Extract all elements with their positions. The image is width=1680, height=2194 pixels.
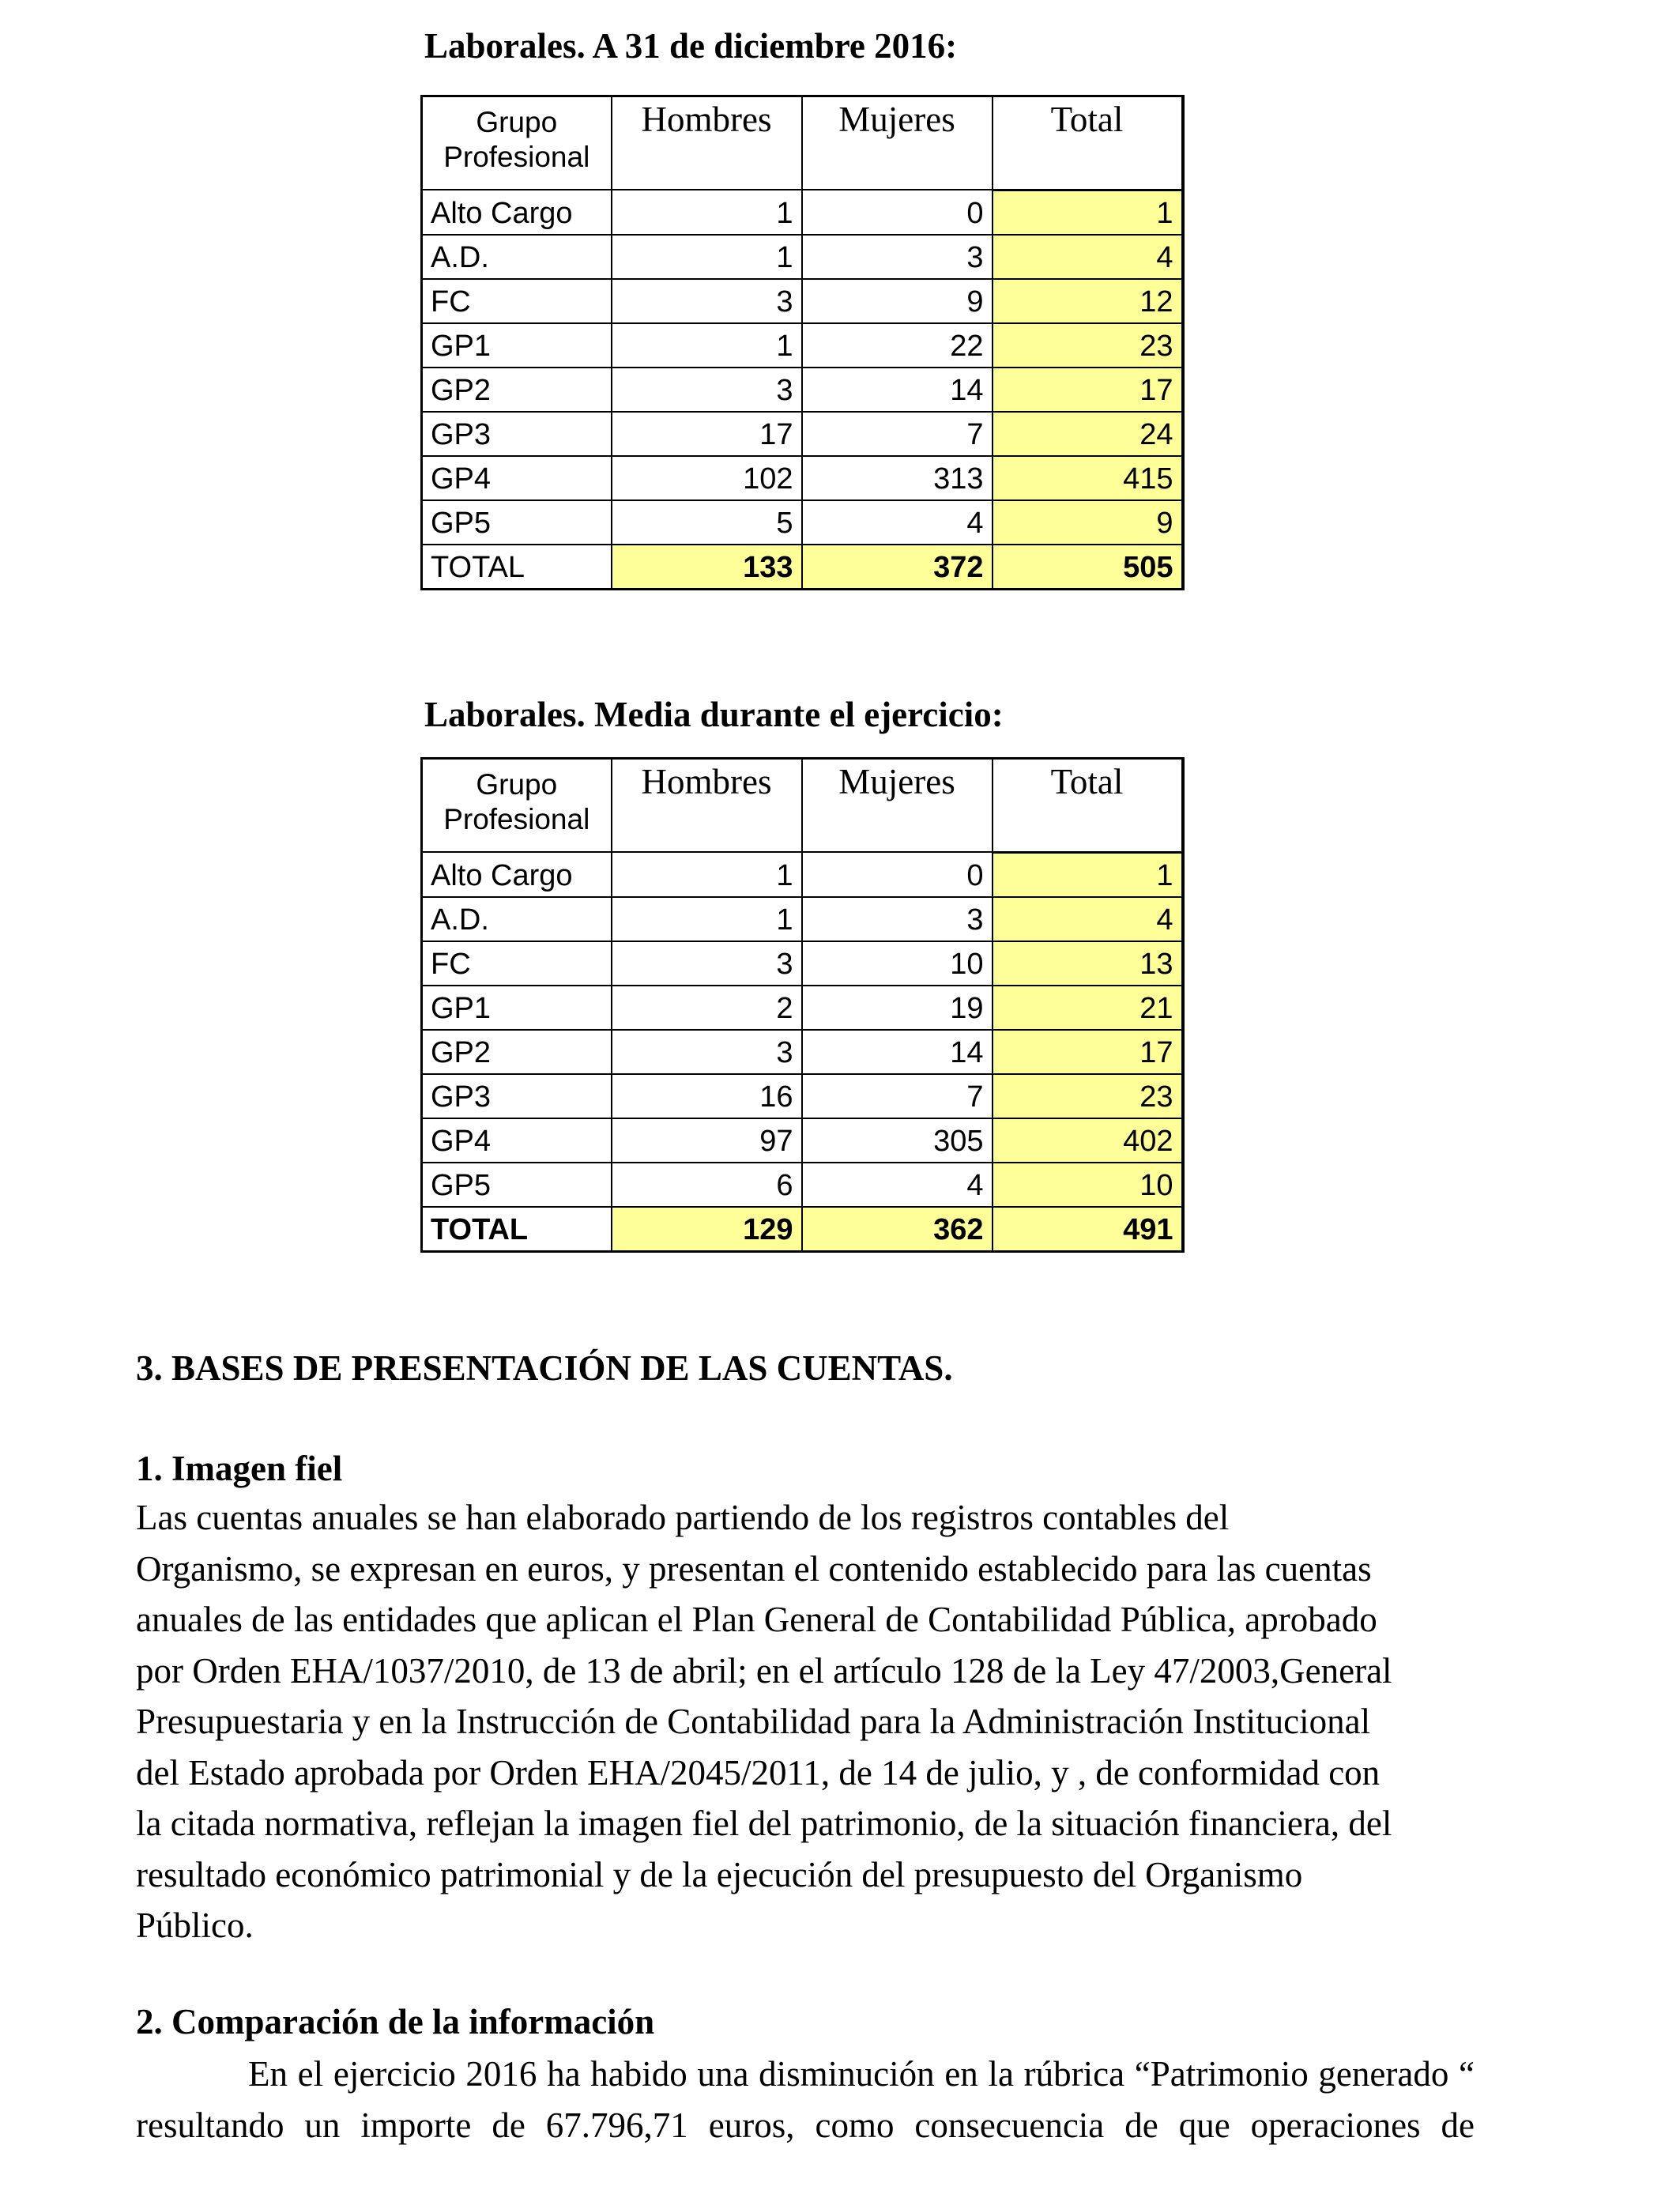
staff-table-year-end bbox=[420, 95, 1185, 590]
cell-hombres: 5 bbox=[612, 500, 802, 545]
table-row bbox=[422, 1030, 1183, 1074]
cell-hombres: 97 bbox=[612, 1118, 802, 1163]
row-label: GP3 bbox=[422, 412, 612, 456]
cell-hombres: 3 bbox=[612, 279, 802, 323]
paragraph-line: resultando un importe de 67.796,71 euros, como consecuencia de que operaciones de bbox=[136, 2105, 1475, 2145]
header-mujeres: Mujeres bbox=[802, 96, 993, 190]
table-header-row bbox=[422, 759, 1183, 853]
table-row bbox=[422, 986, 1183, 1030]
cell-hombres: 1 bbox=[612, 852, 802, 897]
cell-mujeres: 0 bbox=[802, 190, 993, 235]
paragraph-line: la citada normativa, reflejan la imagen fiel del patrimonio, de la situación financiera, del bbox=[136, 1804, 1392, 1843]
paragraph-line: Presupuestaria y en la Instrucción de Contabilidad para la Administración Institucional bbox=[136, 1702, 1371, 1741]
cell-hombres: 6 bbox=[612, 1163, 802, 1207]
cell-total: 402 bbox=[993, 1118, 1183, 1163]
cell-mujeres: 313 bbox=[802, 456, 993, 500]
table-row bbox=[422, 897, 1183, 941]
header-total: Total bbox=[993, 96, 1183, 190]
cell-total: 1 bbox=[993, 190, 1183, 235]
table-title: Laborales. Media durante el ejercicio: bbox=[424, 695, 1004, 734]
total-mujeres: 372 bbox=[802, 545, 993, 590]
subsection-heading-comparacion: 2. Comparación de la información bbox=[136, 2002, 655, 2041]
totals-row bbox=[422, 1207, 1183, 1252]
row-label: GP1 bbox=[422, 986, 612, 1030]
cell-total: 17 bbox=[993, 1030, 1183, 1074]
row-label: GP5 bbox=[422, 1163, 612, 1207]
paragraph-line: En el ejercicio 2016 ha habido una disminución en la rúbrica “Patrimonio generado “ bbox=[248, 2054, 1475, 2094]
totals-row bbox=[422, 545, 1183, 590]
total-hombres: 129 bbox=[612, 1207, 802, 1252]
table-row bbox=[422, 412, 1183, 456]
row-label: A.D. bbox=[422, 235, 612, 279]
cell-mujeres: 7 bbox=[802, 412, 993, 456]
cell-mujeres: 14 bbox=[802, 368, 993, 412]
table-header-row bbox=[422, 96, 1183, 190]
cell-mujeres: 4 bbox=[802, 500, 993, 545]
cell-total: 21 bbox=[993, 986, 1183, 1030]
cell-hombres: 1 bbox=[612, 235, 802, 279]
header-total: Total bbox=[993, 759, 1183, 853]
cell-total: 13 bbox=[993, 941, 1183, 986]
paragraph-line: Público. bbox=[136, 1906, 254, 1945]
cell-total: 9 bbox=[993, 500, 1183, 545]
table-row bbox=[422, 190, 1183, 235]
cell-total: 1 bbox=[993, 852, 1183, 897]
cell-hombres: 16 bbox=[612, 1074, 802, 1118]
row-label: GP2 bbox=[422, 368, 612, 412]
subsection-heading-imagen-fiel: 1. Imagen fiel bbox=[136, 1449, 343, 1488]
cell-total: 23 bbox=[993, 1074, 1183, 1118]
cell-mujeres: 22 bbox=[802, 323, 993, 368]
section-heading: 3. BASES DE PRESENTACIÓN DE LAS CUENTAS. bbox=[136, 1348, 953, 1388]
row-label: Alto Cargo bbox=[422, 852, 612, 897]
paragraph-line: del Estado aprobada por Orden EHA/2045/2011, de 14 de julio, y , de conformidad con bbox=[136, 1752, 1381, 1793]
cell-hombres: 17 bbox=[612, 412, 802, 456]
cell-mujeres: 305 bbox=[802, 1118, 993, 1163]
paragraph-line: anuales de las entidades que aplican el Plan General de Contabilidad Pública, aprobado bbox=[136, 1600, 1377, 1639]
paragraph-comparacion bbox=[136, 2049, 1475, 2151]
cell-total: 4 bbox=[993, 235, 1183, 279]
paragraph-line: Organismo, se expresan en euros, y presentan el contenido establecido para las cuentas bbox=[136, 1548, 1372, 1589]
header-hombres: Hombres bbox=[612, 96, 802, 190]
paragraph-line: Las cuentas anuales se han elaborado partiendo de los registros contables del bbox=[136, 1498, 1230, 1537]
grand-total: 505 bbox=[993, 545, 1183, 590]
row-label: GP4 bbox=[422, 1118, 612, 1163]
header-grupo-profesional: Grupo Profesional bbox=[422, 96, 612, 190]
cell-mujeres: 9 bbox=[802, 279, 993, 323]
table-row bbox=[422, 852, 1183, 897]
cell-total: 12 bbox=[993, 279, 1183, 323]
row-label: FC bbox=[422, 279, 612, 323]
cell-hombres: 3 bbox=[612, 1030, 802, 1074]
header-hombres: Hombres bbox=[612, 759, 802, 853]
staff-table-average bbox=[420, 757, 1185, 1253]
cell-mujeres: 10 bbox=[802, 941, 993, 986]
row-label: GP1 bbox=[422, 323, 612, 368]
total-hombres: 133 bbox=[612, 545, 802, 590]
cell-mujeres: 19 bbox=[802, 986, 993, 1030]
cell-total: 17 bbox=[993, 368, 1183, 412]
table-row bbox=[422, 456, 1183, 500]
row-label: GP5 bbox=[422, 500, 612, 545]
table-row bbox=[422, 368, 1183, 412]
table-row bbox=[422, 1074, 1183, 1118]
row-label: GP2 bbox=[422, 1030, 612, 1074]
row-label: Alto Cargo bbox=[422, 190, 612, 235]
cell-mujeres: 7 bbox=[802, 1074, 993, 1118]
cell-total: 4 bbox=[993, 897, 1183, 941]
header-grupo-profesional: Grupo Profesional bbox=[422, 759, 612, 853]
grand-total: 491 bbox=[993, 1207, 1183, 1252]
paragraph-imagen-fiel bbox=[136, 1492, 1475, 1951]
cell-total: 10 bbox=[993, 1163, 1183, 1207]
table-title: Laborales. A 31 de diciembre 2016: bbox=[424, 26, 958, 66]
totals-label: TOTAL bbox=[422, 1207, 612, 1252]
table-row bbox=[422, 941, 1183, 986]
cell-mujeres: 14 bbox=[802, 1030, 993, 1074]
table-row bbox=[422, 1163, 1183, 1207]
table-row bbox=[422, 323, 1183, 368]
table-row bbox=[422, 500, 1183, 545]
cell-hombres: 3 bbox=[612, 941, 802, 986]
cell-hombres: 102 bbox=[612, 456, 802, 500]
row-label: GP4 bbox=[422, 456, 612, 500]
table-row bbox=[422, 1118, 1183, 1163]
cell-hombres: 1 bbox=[612, 323, 802, 368]
table-row bbox=[422, 279, 1183, 323]
cell-hombres: 1 bbox=[612, 190, 802, 235]
cell-total: 23 bbox=[993, 323, 1183, 368]
total-mujeres: 362 bbox=[802, 1207, 993, 1252]
paragraph-line: resultado económico patrimonial y de la ejecución del presupuesto del Organismo bbox=[136, 1854, 1303, 1894]
row-label: A.D. bbox=[422, 897, 612, 941]
cell-mujeres: 3 bbox=[802, 897, 993, 941]
table-row bbox=[422, 235, 1183, 279]
cell-hombres: 3 bbox=[612, 368, 802, 412]
cell-hombres: 2 bbox=[612, 986, 802, 1030]
row-label: FC bbox=[422, 941, 612, 986]
paragraph-line: por Orden EHA/1037/2010, de 13 de abril; en el artículo 128 de la Ley 47/2003,General bbox=[136, 1650, 1392, 1691]
totals-label: TOTAL bbox=[422, 545, 612, 590]
cell-total: 415 bbox=[993, 456, 1183, 500]
cell-mujeres: 4 bbox=[802, 1163, 993, 1207]
row-label: GP3 bbox=[422, 1074, 612, 1118]
cell-total: 24 bbox=[993, 412, 1183, 456]
cell-hombres: 1 bbox=[612, 897, 802, 941]
header-mujeres: Mujeres bbox=[802, 759, 993, 853]
cell-mujeres: 3 bbox=[802, 235, 993, 279]
cell-mujeres: 0 bbox=[802, 852, 993, 897]
